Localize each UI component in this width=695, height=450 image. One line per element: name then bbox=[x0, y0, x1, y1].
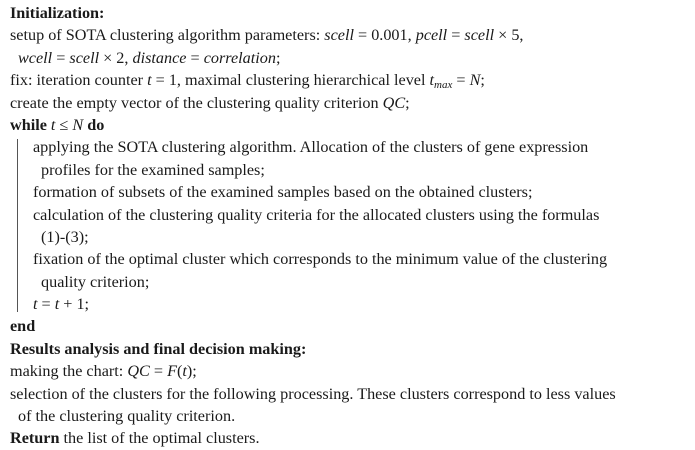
var-scell: scell bbox=[464, 26, 495, 45]
return-text: the list of the optimal clusters. bbox=[59, 429, 260, 448]
eq-text: × 2, bbox=[99, 48, 133, 67]
var-scell: scell bbox=[324, 26, 354, 45]
keyword-end: end bbox=[10, 317, 36, 336]
var-tmax bbox=[429, 71, 453, 92]
eq-text: = 0.001, bbox=[353, 26, 416, 45]
increment-line bbox=[33, 293, 695, 315]
var-t: t bbox=[147, 71, 152, 90]
fix-line bbox=[10, 69, 695, 91]
eq-text: = bbox=[37, 295, 55, 314]
var-t: t bbox=[429, 71, 435, 90]
loop-step-continued: profiles for the examined samples; bbox=[41, 160, 265, 179]
selection-line-continued: of the clustering quality criterion. bbox=[18, 407, 236, 426]
eq-text: = bbox=[52, 48, 70, 67]
keyword-do: do bbox=[87, 115, 105, 134]
var-distance: distance bbox=[132, 48, 187, 67]
eq-text: + 1; bbox=[59, 295, 90, 314]
paren: ( bbox=[176, 362, 183, 381]
var-F: F bbox=[167, 362, 177, 381]
loop-indent-bar bbox=[17, 139, 18, 312]
eq-text: = bbox=[447, 26, 465, 45]
fix-text-2: = 1, maximal clustering hierarchical level bbox=[151, 71, 430, 90]
loop-step: fixation of the optimal cluster which corresponds to the minimum value of the clustering bbox=[33, 250, 608, 269]
chart-line bbox=[10, 360, 695, 382]
loop-step-continued: quality criterion; bbox=[41, 272, 150, 291]
loop-body bbox=[10, 136, 695, 315]
var-N: N bbox=[72, 115, 84, 134]
var-pcell: pcell bbox=[415, 26, 448, 45]
while-line bbox=[10, 114, 695, 136]
return-line bbox=[10, 427, 695, 449]
algorithm-block bbox=[10, 2, 695, 450]
var-wcell: wcell bbox=[18, 48, 53, 67]
paren: ); bbox=[186, 362, 197, 381]
var-t: t bbox=[50, 115, 56, 134]
loop-step: applying the SOTA clustering algorithm. Allocation of the clusters of gene expression bbox=[33, 138, 589, 157]
semicolon: ; bbox=[480, 71, 485, 90]
var-N: N bbox=[469, 71, 481, 90]
results-heading: Results analysis and final decision making: bbox=[10, 339, 307, 358]
semicolon: ; bbox=[275, 48, 281, 67]
var-QC: QC bbox=[382, 93, 406, 112]
operator-leq: ≤ bbox=[55, 115, 73, 134]
chart-text: making the chart: bbox=[10, 362, 128, 381]
fix-text: fix: iteration counter bbox=[10, 71, 148, 90]
setup-line-continued bbox=[10, 47, 695, 69]
loop-step: formation of subsets of the examined samples based on the obtained clusters; bbox=[33, 183, 533, 202]
initialization-heading: Initialization: bbox=[10, 4, 105, 22]
create-line bbox=[10, 92, 695, 114]
setup-text: setup of SOTA clustering algorithm parameters: bbox=[10, 26, 325, 45]
selection-line: selection of the clusters for the following processing. These clusters correspond to less values bbox=[10, 384, 616, 403]
create-text: create the empty vector of the clustering quality criterion bbox=[10, 93, 383, 112]
eq-text: = bbox=[149, 362, 168, 381]
var-t: t bbox=[33, 295, 38, 314]
var-correlation: correlation bbox=[203, 48, 276, 67]
keyword-return: Return bbox=[10, 429, 60, 448]
var-t: t bbox=[182, 362, 187, 381]
keyword-while: while bbox=[10, 115, 47, 134]
var-t: t bbox=[54, 295, 60, 314]
loop-step: calculation of the clustering quality criteria for the allocated clusters using the formulas bbox=[33, 205, 600, 224]
eq-text: × 5, bbox=[494, 26, 524, 45]
eq-text: = bbox=[452, 71, 470, 90]
var-scell: scell bbox=[69, 48, 100, 67]
var-QC: QC bbox=[127, 362, 150, 381]
subscript-max: max bbox=[434, 79, 453, 92]
eq-text: = bbox=[186, 48, 204, 67]
loop-step-continued: (1)-(3); bbox=[41, 227, 89, 246]
semicolon: ; bbox=[405, 93, 410, 112]
setup-line bbox=[10, 24, 695, 46]
